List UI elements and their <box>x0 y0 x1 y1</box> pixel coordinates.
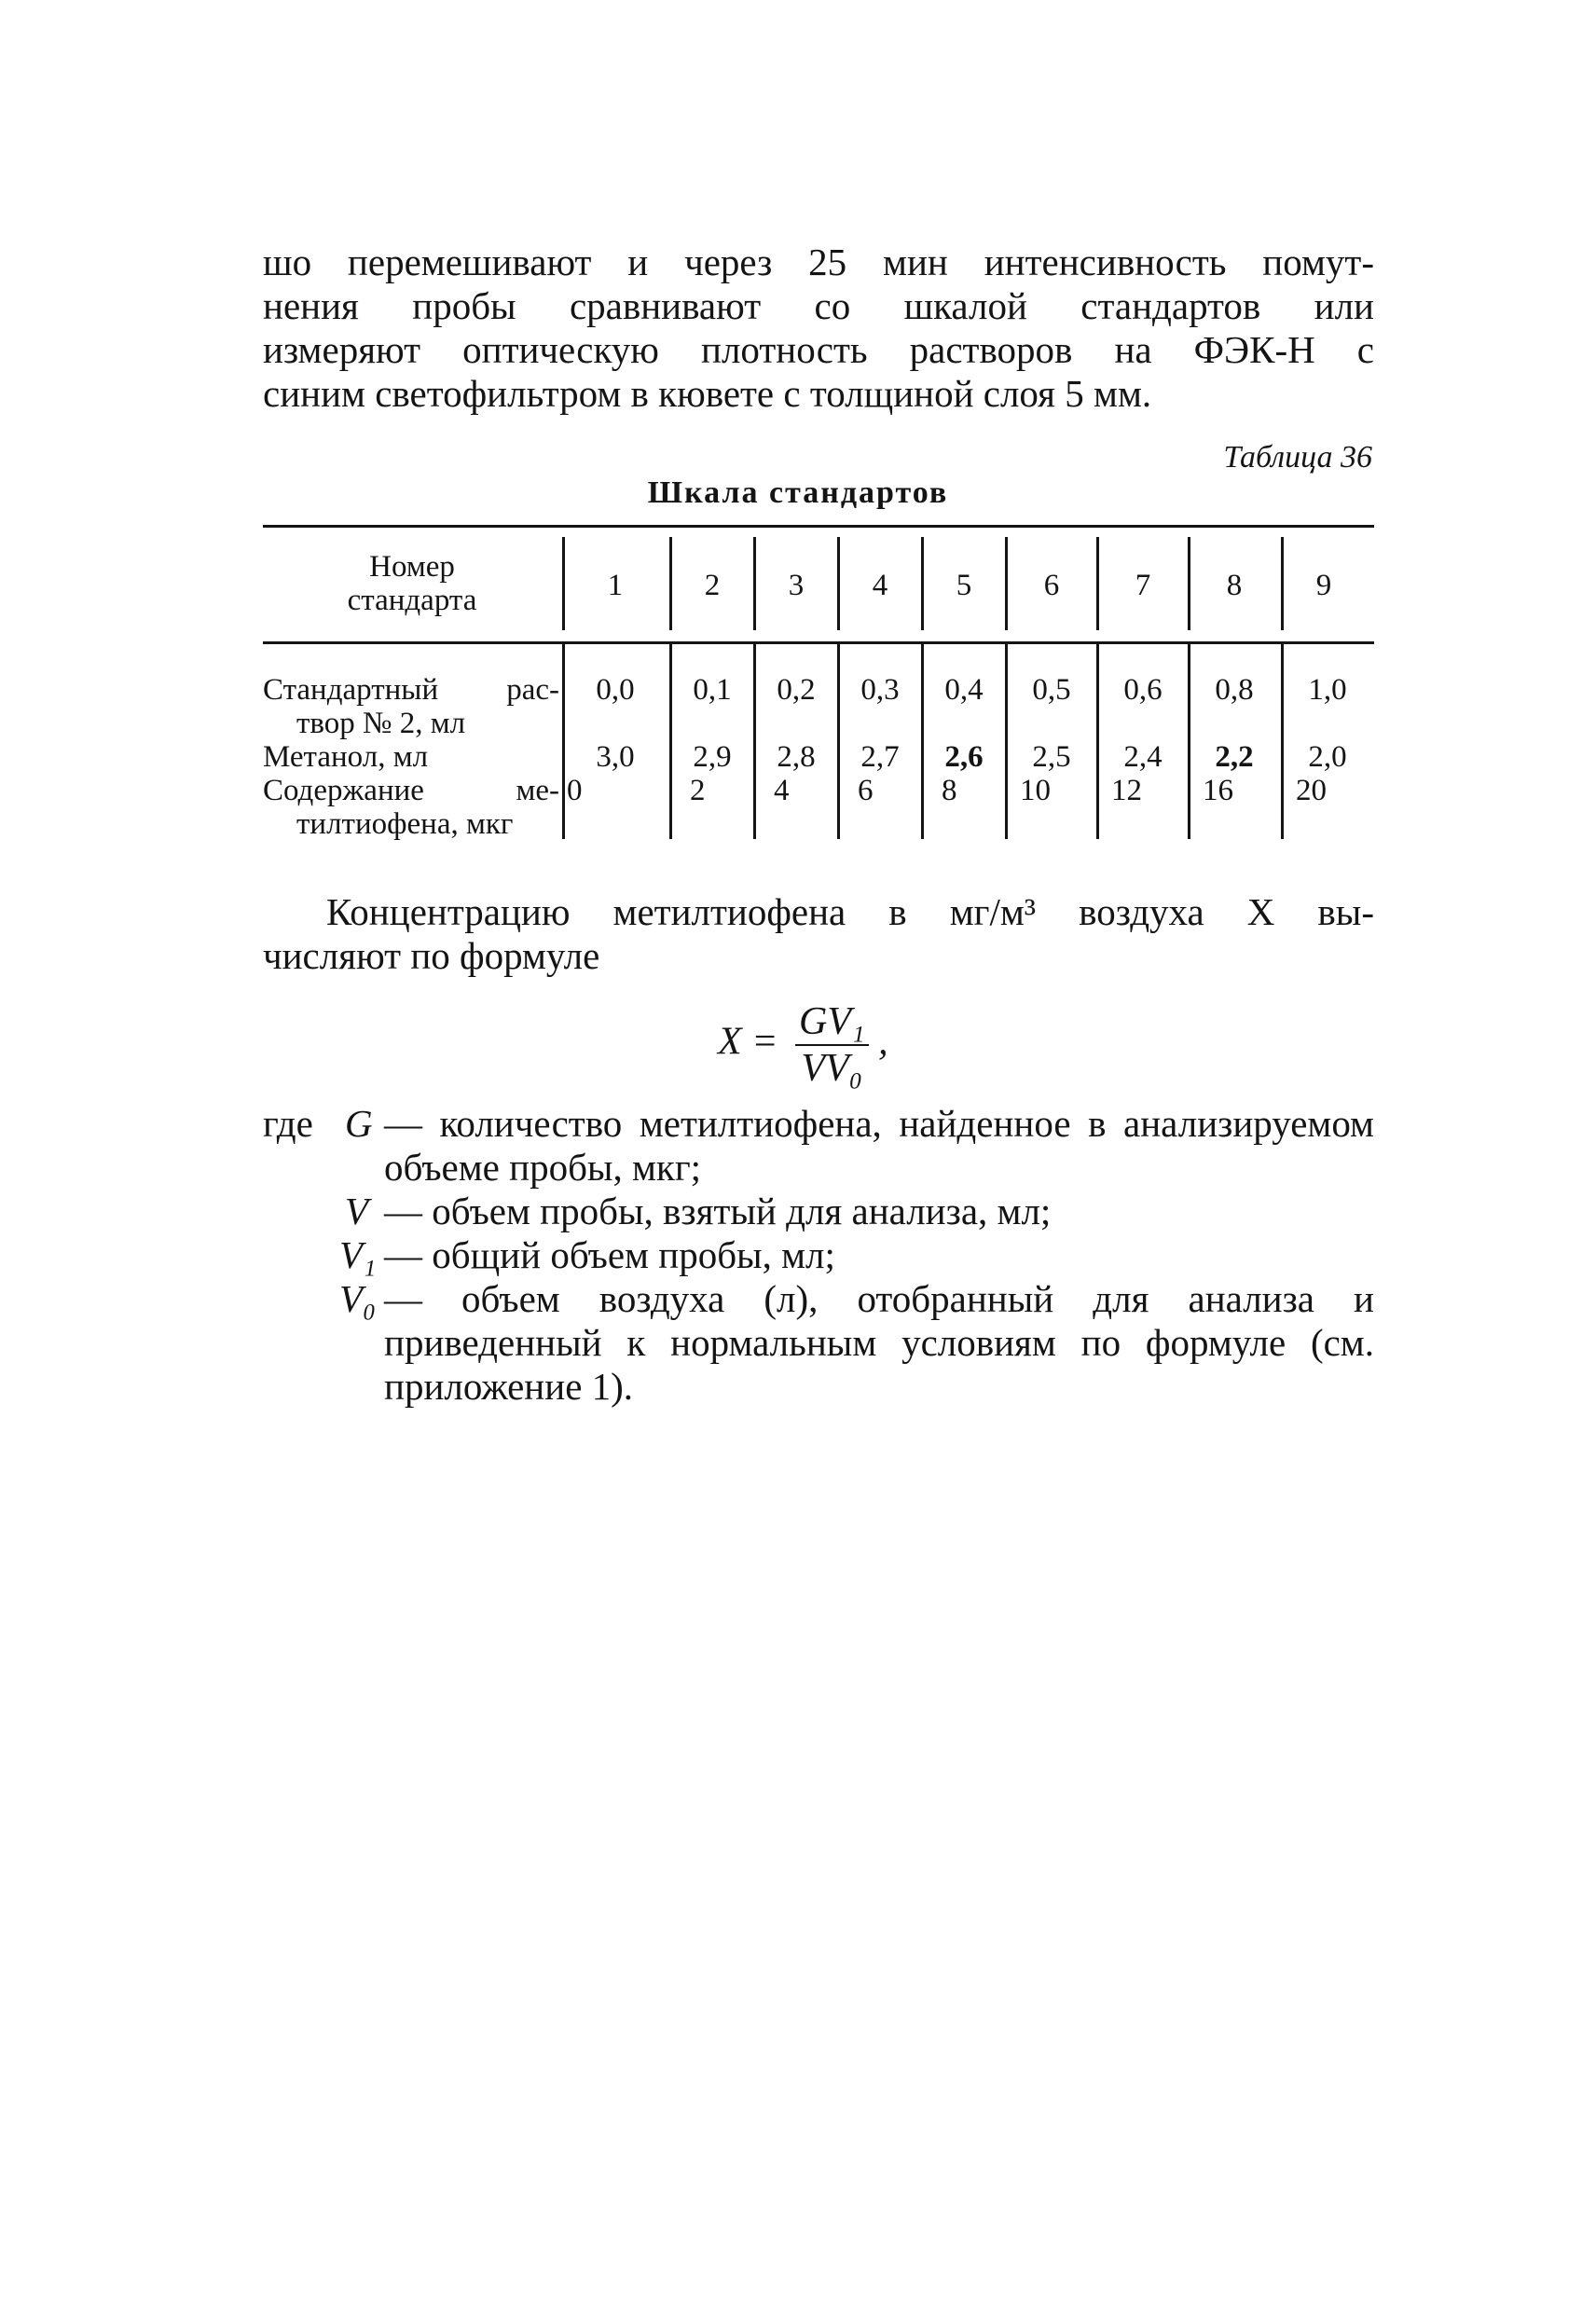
table-cell: 2,2 <box>1215 740 1254 774</box>
intro-paragraph <box>263 241 1374 416</box>
intro-line: синим светофильтром в кювете с толщиной слоя 5 мм. <box>263 372 1152 415</box>
col-divider <box>1281 643 1284 839</box>
table-cell: 0 <box>567 774 583 807</box>
row-label-line: тилтиофена, мкг <box>296 807 514 841</box>
formula <box>718 999 888 1091</box>
col-divider <box>669 537 672 630</box>
row-label-line: Стандартный рас- <box>263 673 559 707</box>
definition-symbol: G <box>345 1102 373 1145</box>
definition-text: — общий объем пробы, мл; <box>384 1233 835 1276</box>
table-cell: 2,4 <box>1123 740 1163 774</box>
table-cell: 0,2 <box>777 673 816 707</box>
table-cell: 20 <box>1296 774 1327 807</box>
table-cell: 4 <box>774 774 790 807</box>
definition-symbol: V₀ <box>339 1277 377 1320</box>
row-label-line: Содержание ме- <box>263 774 559 807</box>
header-number: 5 <box>956 569 972 602</box>
col-divider <box>753 643 756 839</box>
where-word: где <box>263 1102 313 1145</box>
table-label: Таблица 36 <box>1223 440 1372 475</box>
formula-trail: , <box>878 1020 888 1064</box>
table-cell: 0,3 <box>860 673 900 707</box>
definition-item <box>263 1190 1374 1233</box>
table-title: Шкала стандартов <box>647 475 949 510</box>
col-divider <box>1096 537 1099 630</box>
header-number: 6 <box>1043 569 1060 602</box>
table-cell: 2,5 <box>1032 740 1071 774</box>
table-cell: 0,6 <box>1123 673 1163 707</box>
definitions-list <box>263 1102 1374 1409</box>
table-cell: 3,0 <box>596 740 635 774</box>
formula-fraction <box>795 999 869 1091</box>
table-cell: 0,0 <box>596 673 635 707</box>
definition-item <box>263 1102 1374 1190</box>
table-cell: 2,6 <box>944 740 984 774</box>
formula-lhs: X = <box>718 1020 778 1064</box>
col-divider <box>1281 537 1284 630</box>
formula-numerator: GV₁ <box>795 999 869 1046</box>
table-cell: 6 <box>858 774 874 807</box>
row-label <box>263 673 559 740</box>
definition-text: — объем пробы, взятый для анализа, мл; <box>384 1190 1052 1232</box>
header-label <box>263 550 561 617</box>
table-cell: 2,9 <box>693 740 732 774</box>
col-divider <box>753 537 756 630</box>
concentration-line: числяют по формуле <box>263 934 600 977</box>
concentration-line: Концентрацию метилтиофена в мг/м³ воздуха X вы- <box>326 890 1374 933</box>
definition-symbol: V₁ <box>339 1233 377 1276</box>
intro-line: нения пробы сравнивают со шкалой стандартов или <box>263 284 1374 327</box>
header-number: 2 <box>704 569 721 602</box>
header-number: 7 <box>1135 569 1151 602</box>
table-cell: 0,1 <box>693 673 732 707</box>
table-cell: 0,8 <box>1215 673 1254 707</box>
row-label <box>263 740 559 774</box>
col-divider <box>837 643 840 839</box>
definition-text: — количество метилтиофена, найденное в анализируемом объеме пробы, мкг; <box>384 1102 1374 1189</box>
header-label-line: Номер <box>369 550 455 584</box>
formula-denominator: VV₀ <box>801 1047 863 1090</box>
col-divider <box>562 537 565 630</box>
col-divider <box>921 537 924 630</box>
table-cell: 12 <box>1111 774 1142 807</box>
col-divider <box>562 643 565 839</box>
row-label <box>263 774 559 841</box>
definition-item <box>263 1233 1374 1277</box>
table-cell: 2,7 <box>860 740 900 774</box>
table-cell: 2,8 <box>777 740 816 774</box>
header-number: 4 <box>872 569 888 602</box>
table-cell: 2 <box>690 774 706 807</box>
col-divider <box>837 537 840 630</box>
row-label-line: Метанол, мл <box>263 740 429 774</box>
col-divider <box>669 643 672 839</box>
table-cell: 2,0 <box>1308 740 1347 774</box>
definition-symbol: V <box>345 1190 369 1232</box>
col-divider <box>1005 537 1008 630</box>
definition-item <box>263 1277 1374 1409</box>
definition-text: — объем воздуха (л), отобранный для анализа и приведенный к нормальным условиям по формуле (см. приложение 1). <box>384 1277 1374 1408</box>
table-top-rule <box>263 525 1374 528</box>
header-number: 9 <box>1315 569 1332 602</box>
table-cell: 16 <box>1203 774 1233 807</box>
col-divider <box>1188 643 1190 839</box>
col-divider <box>1188 537 1190 630</box>
header-number: 3 <box>788 569 805 602</box>
table-cell: 10 <box>1020 774 1051 807</box>
intro-line: шо перемешивают и через 25 мин интенсивность помут- <box>263 241 1374 283</box>
col-divider <box>1096 643 1099 839</box>
col-divider <box>921 643 924 839</box>
header-number: 8 <box>1226 569 1243 602</box>
table-header-rule <box>263 641 1374 644</box>
header-number: 1 <box>607 569 624 602</box>
table-cell: 0,4 <box>944 673 984 707</box>
table-cell: 1,0 <box>1308 673 1347 707</box>
col-divider <box>1005 643 1008 839</box>
header-label-line: стандарта <box>347 584 477 617</box>
intro-line: измеряют оптическую плотность растворов на ФЭК-Н с <box>263 328 1374 371</box>
concentration-paragraph <box>263 890 1374 978</box>
row-label-line: твор № 2, мл <box>296 707 466 740</box>
table-cell: 0,5 <box>1032 673 1071 707</box>
table-cell: 8 <box>942 774 957 807</box>
